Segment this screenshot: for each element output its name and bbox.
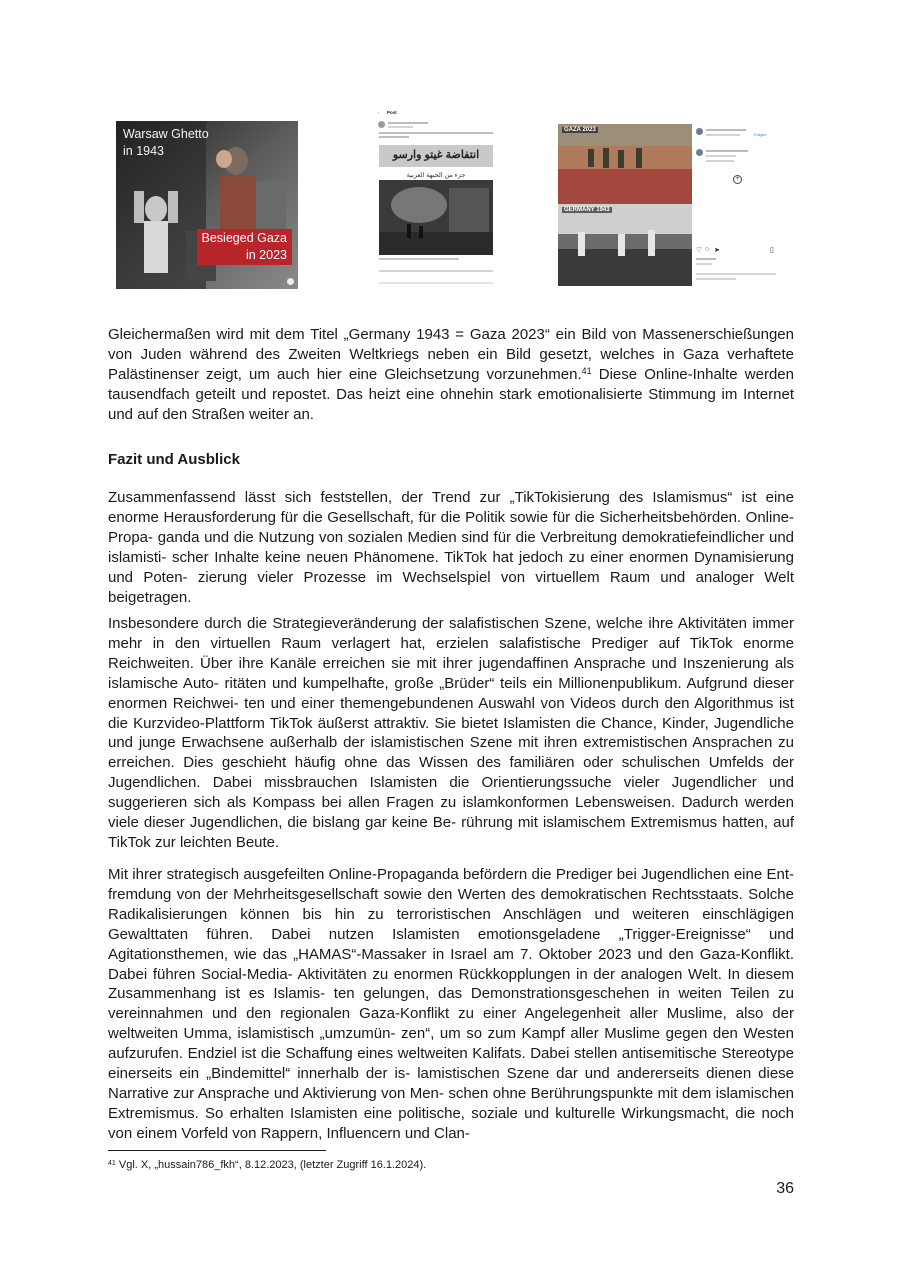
- text-line: Aktivitäten zu enormen Rückkopplungen in der analogen Welt. In diesem Zusammenhang ist es Islamis-: [108, 965, 794, 1003]
- text-line: ten gelungen, das Demonstrationsgeschehen in weiten Teilen zu vereinnahmen und den regionalen: [108, 985, 795, 1023]
- war-scene: [379, 180, 493, 255]
- follow-link[interactable]: Folgen: [754, 132, 767, 137]
- comment-icon[interactable]: ○: [705, 246, 710, 253]
- paragraph-propaganda: [108, 865, 794, 1144]
- heart-icon[interactable]: ♡: [696, 247, 703, 254]
- text-line: Juden während des Zweiten Weltkriegs neben ein Bild gesetzt, welches in Gaza verhaftete Palästinenser: [108, 345, 794, 383]
- text-line: Gaza-Konflikt zu einer Angelegenheit aller Muslime, also der weltweiten Umma, islamistisch „umzumün-: [108, 1005, 794, 1043]
- paragraph-strategy: [108, 614, 794, 853]
- text-line: zu islamkonformen Lebensweisen. Dadurch werden viele dieser Jugendlichen, die bislang gar keine Be-: [108, 794, 794, 832]
- share-icon[interactable]: ➤: [714, 247, 720, 254]
- footnote-reference[interactable]: 41: [581, 365, 592, 376]
- add-icon[interactable]: +: [733, 175, 742, 184]
- caption-besieged-gaza: [197, 229, 292, 265]
- text-line: fremdung von der Mehrheitsgesellschaft sowie den Werten des demokratischen Rechtsstaats. Solche: [108, 885, 794, 903]
- arabic-subtitle: جزء من الجبهة العربية: [406, 172, 466, 179]
- caption-warsaw-ghetto: [123, 126, 209, 160]
- text-line: ten und einer themengebundenen Auswahl von Videos durch den Algorithmus ist die Kurzvideo-Plattform: [108, 694, 794, 732]
- text-line: lamistischen Szene dar und andererseits dienen diese Narrative zur Ansprache und Aktivierung von Men-: [108, 1065, 795, 1102]
- footnote-text: Vgl. X, „hussain786_fkh“, 8.12.2023, (letzter Zugriff 16.1.2024).: [118, 1159, 427, 1171]
- text-line: Islamisten die Orientierungssuche vieler Jugendlicher und suggerieren sich als Kompass bei allen Fragen: [108, 774, 794, 812]
- footnote: [108, 1158, 426, 1173]
- text-line: weiter an.: [248, 405, 314, 423]
- text-line: außerhalb der islamistischen Szene mit ihren extremistischen Ansprachen zu erreichen. Dies geschieht: [108, 734, 795, 772]
- text-line: „HAMAS“-Massaker in Israel am 7. Oktober 2023 und den Gaza-Konflikt. Dabei führen Social-Media-: [108, 945, 794, 983]
- instagram-post-screenshot: [558, 122, 783, 287]
- text-line: Herausforderung für die Gesellschaft, für die Politik sowie für die Sicherheitsbehörden. Online-Propa-: [108, 508, 795, 546]
- text-line: schen ohne Berührungspunkte mit dem islamischen Extremismus. So erhalten Islamisten eine politische,: [108, 1084, 795, 1122]
- arabic-post-screenshot: [375, 108, 497, 290]
- text-line: häufig ohne das Wissen des familiären oder schulischen Umfelds der Jugendlichen. Dabei missbrauchen: [108, 754, 795, 792]
- text-line: Mit ihrer strategisch ausgefeilten Online-Propaganda befördern die Prediger bei Jugendlichen eine Ent-: [108, 866, 794, 883]
- text-line: mehr in den virtuellen Raum verlagert hat, erzielen salafistische Prediger auf TikTok enorme Reichweiten.: [108, 634, 794, 672]
- text-line: soziale und kulturelle Wirkungsmacht, die noch von einem Vorfeld von Rappern, Influencern und Clan-: [108, 1104, 794, 1142]
- page-number: 36: [776, 1180, 794, 1197]
- warsaw-gaza-comparison-image: [116, 121, 298, 289]
- arabic-title: انتفاضة غيتو وارسو: [392, 149, 480, 161]
- caption-line: Warsaw Ghetto: [123, 127, 209, 141]
- text-line: zierung vieler Prozesse im Wechselspiel von virtuellem Raum und analoger Welt beigetragen.: [108, 568, 795, 606]
- embedded-photo: [379, 180, 493, 255]
- text-line: zen“, um so zum Kampf aller Muslime gegen den Westen aufzurufen. Endziel ist die Schaffung eines: [108, 1025, 794, 1063]
- back-arrow-icon: ‹: [378, 110, 380, 115]
- caption-line: Besieged Gaza: [201, 231, 287, 245]
- text-line: zeigt, um auch hier eine Gleichsetzung vorzunehmen.: [206, 365, 582, 383]
- text-line: ganda und die Nutzung von sozialen Medien sind für die Verbreitung demokratiefeindlicher und islamisti-: [108, 528, 794, 566]
- text-line: Gleichermaßen wird mit dem Titel „Germany 1943 = Gaza 2023“ ein Bild von Massenerschießungen von: [108, 326, 794, 363]
- paragraph-summary: [108, 488, 794, 607]
- paragraph-comparison: [108, 325, 794, 425]
- text-line: und repostet. Das heizt eine ohnehin stark emotionalisierte Stimmung im Internet und auf den Straßen: [108, 385, 794, 423]
- text-line: TikTok äußerst attraktiv. Sie bietet Islamisten die Chance, Kinder, Jugendliche und junge Erwachsene: [108, 714, 794, 752]
- footnote-divider: [108, 1150, 326, 1151]
- text-line: Über ihre Kanäle erreichen sie mit ihrer jugendaffinen Ansprache und Inszenierung als islamische Auto-: [108, 654, 794, 692]
- text-line: rührung mit islamischem Extremismus hatten, auf TikTok zur leichten Beute.: [108, 814, 795, 851]
- text-line: weltweiten Kalifats. Dabei stellen antisemitische Stereotype einerseits ein „Bindemittel“ innerhalb der is-: [108, 1045, 794, 1083]
- text-line: scher Inhalte keine neuen Phänomene. TikTok hat jedoch zu einer enormen Dynamisierung und Poten-: [108, 548, 794, 586]
- caption-line: in 2023: [245, 248, 287, 262]
- footnote-number: 41: [108, 1160, 116, 1167]
- text-line: Radikalisierungen können bis hin zu terroristischen Anschlägen und weiteren einschlägigen Gewalttaten: [108, 905, 794, 943]
- bookmark-icon[interactable]: ▯: [770, 247, 774, 254]
- caption-line: in 1943: [123, 144, 165, 158]
- post-header: Post: [387, 110, 397, 115]
- text-line: Insbesondere durch die Strategieveränderung der salafistischen Szene, welche ihre Aktivitäten immer: [108, 615, 794, 632]
- text-line: Zusammenfassend lässt sich feststellen, der Trend zur „TikTokisierung des Islamismus“ ist eine enorme: [108, 489, 794, 526]
- post-text-lines: [558, 122, 783, 287]
- text-line: Diese Online-Inhalte werden tausendfach geteilt: [108, 365, 794, 403]
- text-line: führen. Dabei nutzen Islamisten emotionsgeladene „Trigger-Ereignisse“ und Agitationsthemen, wie das: [108, 925, 794, 963]
- play-icon: [287, 278, 294, 285]
- text-line: ritäten und kumpelhafte, große „Brüder“ teils ein Millionenpublikum. Aufgrund dieser enormen Reichwei-: [108, 674, 795, 712]
- label-gaza-2023: GAZA 2023: [564, 127, 596, 133]
- label-germany-1943: GERMANY 1943: [564, 207, 610, 213]
- section-heading: Fazit und Ausblick: [108, 451, 240, 468]
